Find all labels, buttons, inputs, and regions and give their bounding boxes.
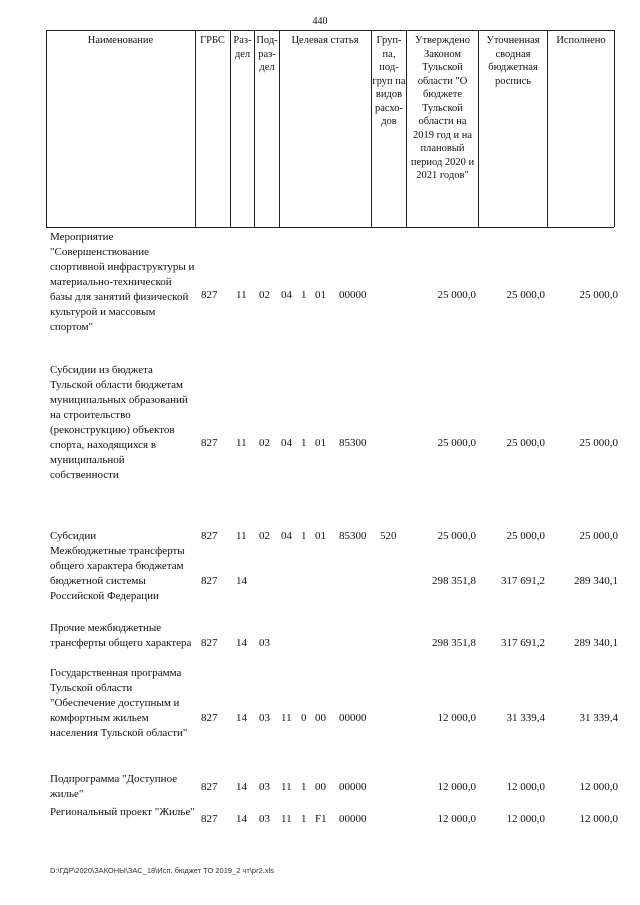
cell-subsection: 02 <box>259 289 270 301</box>
cell-executed: 12 000,0 <box>579 813 618 825</box>
cell-approved: 298 351,8 <box>432 575 476 587</box>
header-approved: Утверждено Законом Тульской области "О бюджете Тульской области на 2019 год и на плановый период 2020 и 2021 годов" <box>410 35 475 181</box>
cell-approved: 25 000,0 <box>437 530 476 542</box>
cell-refined: 25 000,0 <box>506 437 545 449</box>
cell-grbs: 827 <box>201 637 218 649</box>
cell-target-event: 00 <box>315 781 326 793</box>
cell-target-event: F1 <box>315 813 327 825</box>
cell-refined: 317 691,2 <box>501 575 545 587</box>
cell-target-direction: 00000 <box>339 289 367 301</box>
cell-target-program: 11 <box>281 781 292 793</box>
row-name: Прочие межбюджетные трансферты общего характера <box>50 622 192 649</box>
file-path-footer: D:\ГДР\2020\ЗАКОНЫ\ЗАС_18\Исп. бюджет ТО 2019_2 чт\pr2.xls <box>50 866 274 875</box>
cell-target-subprogram: 0 <box>301 712 307 724</box>
cell-target-subprogram: 1 <box>301 781 307 793</box>
cell-grbs: 827 <box>201 813 218 825</box>
cell-refined: 12 000,0 <box>506 813 545 825</box>
cell-refined: 31 339,4 <box>506 712 545 724</box>
cell-section: 14 <box>236 637 247 649</box>
header-refined: Уточненная сводная бюджетная роспись <box>486 35 540 87</box>
row-name: Региональный проект "Жилье" <box>50 806 195 818</box>
cell-approved: 12 000,0 <box>437 712 476 724</box>
cell-target-direction: 85300 <box>339 437 367 449</box>
cell-target-program: 04 <box>281 289 292 301</box>
cell-target-program: 11 <box>281 813 292 825</box>
column-divider <box>46 30 47 227</box>
header-group: Груп-па, под-груп па видов расхо-дов <box>372 35 406 127</box>
row-name: Подпрограмма "Доступное жилье" <box>50 773 178 800</box>
cell-subsection: 03 <box>259 813 270 825</box>
cell-executed: 25 000,0 <box>579 289 618 301</box>
header-grbs: ГРБС <box>200 35 225 46</box>
cell-target-event: 01 <box>315 437 326 449</box>
header-name: Наименование <box>87 35 154 46</box>
cell-target-subprogram: 1 <box>301 813 307 825</box>
cell-subsection: 02 <box>259 437 270 449</box>
cell-target-event: 01 <box>315 530 326 542</box>
cell-refined: 25 000,0 <box>506 289 545 301</box>
cell-refined: 12 000,0 <box>506 781 545 793</box>
cell-target-subprogram: 1 <box>301 437 307 449</box>
cell-executed: 289 340,1 <box>574 637 618 649</box>
header-bottom-border <box>46 227 614 228</box>
header-executed: Исполнено <box>556 35 606 46</box>
cell-approved: 25 000,0 <box>437 289 476 301</box>
cell-section: 11 <box>236 437 247 449</box>
cell-executed: 289 340,1 <box>574 575 618 587</box>
cell-executed: 25 000,0 <box>579 530 618 542</box>
column-divider <box>547 30 548 227</box>
cell-target-direction: 00000 <box>339 712 367 724</box>
cell-approved: 25 000,0 <box>437 437 476 449</box>
cell-section: 14 <box>236 781 247 793</box>
row-name: Субсидии из бюджета Тульской области бюджетам муниципальных образований на строительство (реконструкцию) объектов спорта, находящихся в муниципальной собственности <box>50 364 188 481</box>
cell-approved: 12 000,0 <box>437 781 476 793</box>
cell-subsection: 03 <box>259 637 270 649</box>
page-number: 440 <box>312 16 328 27</box>
column-divider <box>279 30 280 227</box>
row-name: Государственная программа Тульской области "Обеспечение доступным и комфортным жильем населения Тульской области" <box>50 667 188 739</box>
cell-refined: 25 000,0 <box>506 530 545 542</box>
row-name: Межбюджетные трансферты общего характера бюджетам бюджетной системы Российской Федерации <box>50 545 185 602</box>
cell-section: 11 <box>236 530 247 542</box>
cell-grbs: 827 <box>201 530 218 542</box>
cell-grbs: 827 <box>201 575 218 587</box>
cell-section: 14 <box>236 575 247 587</box>
row-name: Субсидии <box>50 530 97 542</box>
cell-grbs: 827 <box>201 437 218 449</box>
cell-grbs: 827 <box>201 712 218 724</box>
header-top-border <box>46 30 614 31</box>
header-target: Целевая статья <box>291 35 359 46</box>
header-section: Раз-дел <box>233 35 252 60</box>
cell-subsection: 03 <box>259 781 270 793</box>
cell-subsection: 02 <box>259 530 270 542</box>
row-name: Мероприятие "Совершенствование спортивной инфраструктуры и материально-технической базы для занятий физической культурой и массовым спортом" <box>50 231 195 333</box>
cell-section: 11 <box>236 289 247 301</box>
cell-approved: 12 000,0 <box>437 813 476 825</box>
column-divider <box>614 30 615 227</box>
cell-subsection: 03 <box>259 712 270 724</box>
cell-target-event: 00 <box>315 712 326 724</box>
column-divider <box>195 30 196 227</box>
cell-executed: 12 000,0 <box>579 781 618 793</box>
cell-target-program: 04 <box>281 437 292 449</box>
cell-section: 14 <box>236 813 247 825</box>
cell-approved: 298 351,8 <box>432 637 476 649</box>
cell-executed: 31 339,4 <box>579 712 618 724</box>
cell-target-subprogram: 1 <box>301 289 307 301</box>
cell-target-direction: 85300 <box>339 530 367 542</box>
cell-target-direction: 00000 <box>339 813 367 825</box>
cell-grbs: 827 <box>201 781 218 793</box>
header-subsection: Под-раз-дел <box>256 35 278 73</box>
cell-grbs: 827 <box>201 289 218 301</box>
cell-target-subprogram: 1 <box>301 530 307 542</box>
cell-refined: 317 691,2 <box>501 637 545 649</box>
cell-target-program: 11 <box>281 712 292 724</box>
cell-section: 14 <box>236 712 247 724</box>
cell-target-event: 01 <box>315 289 326 301</box>
cell-target-direction: 00000 <box>339 781 367 793</box>
cell-group: 520 <box>380 530 397 542</box>
cell-executed: 25 000,0 <box>579 437 618 449</box>
cell-target-program: 04 <box>281 530 292 542</box>
